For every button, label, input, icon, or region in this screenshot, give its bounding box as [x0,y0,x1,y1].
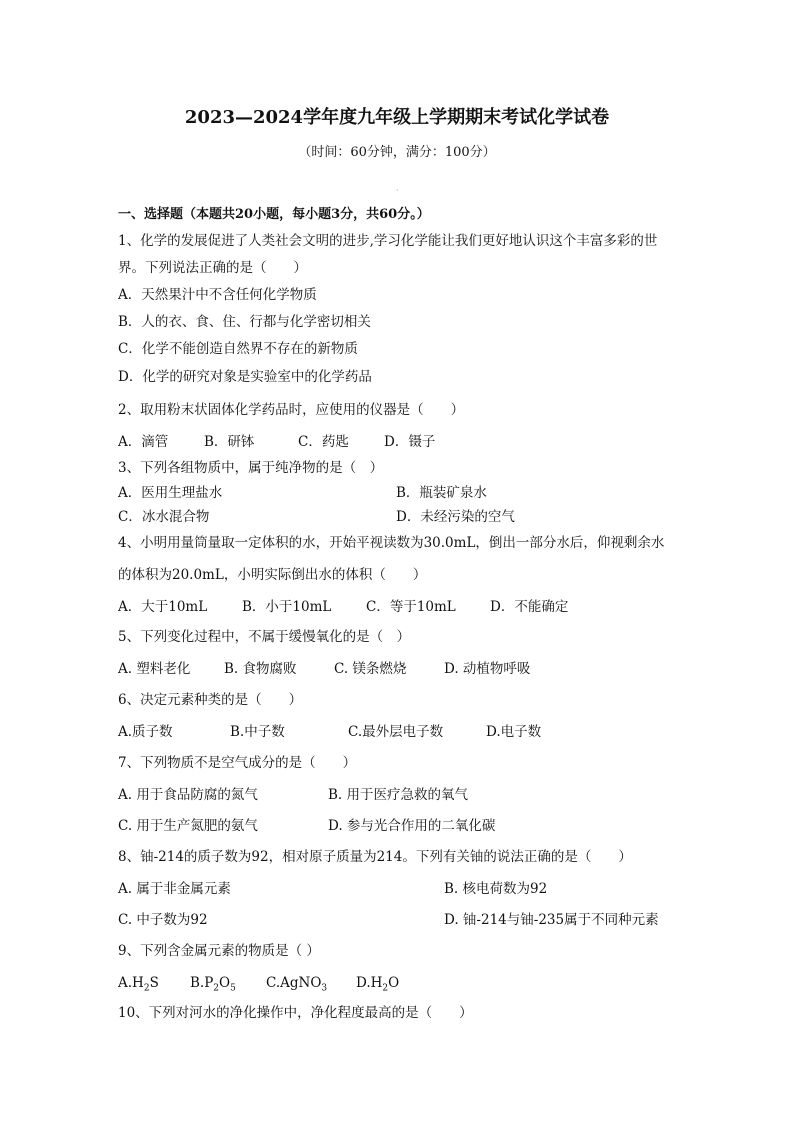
question-6-option-a: A.质子数 [118,724,173,740]
question-6-stem: 6、决定元素种类的是（ ） [118,692,303,708]
question-2-option-d: D．镊子 [384,434,436,450]
question-9-option-c: C.AgNO$_3$ [266,975,328,994]
question-1-stem-line-2: 界。下列说法正确的是（ ） [118,260,307,276]
question-2-option-a: A．滴管 [118,434,169,450]
page-subtitle: （时间：60分钟，满分：100分） [298,145,496,160]
question-8-option-c: C. 中子数为92 [118,912,208,928]
question-8-option-b: B. 核电荷数为92 [444,881,548,897]
question-9-option-d: $D.H_2O$ [356,975,400,994]
question-9-option-a: $A.H_2S$ [118,975,159,994]
question-5-option-c: C. 镁条燃烧 [334,661,407,677]
question-1-option-b: B．人的衣、食、住、行都与化学密切相关 [118,314,371,330]
question-7-option-b: B. 用于医疗急救的氧气 [328,787,469,803]
question-3-option-c: C．冰水混合物 [118,509,210,525]
question-5-stem: 5、下列变化过程中，不属于缓慢氧化的是（ ） [118,629,411,645]
question-1-option-d: D．化学的研究对象是实验室中的化学药品 [118,369,372,385]
section-heading: 一、选择题（本题共20小题，每小题3分，共60分。） [118,207,430,222]
question-3-option-a: A．医用生理盐水 [118,485,223,501]
question-7-option-d: D. 参与光合作用的二氧化碳 [328,818,496,834]
question-4-option-b: B．小于10mL [242,599,332,615]
question-6-option-b: B.中子数 [230,724,285,740]
question-5-option-d: D. 动植物呼吸 [444,661,531,677]
question-4-stem-line-1: 4、小明用量筒量取一定体积的水，开始平视读数为30.0mL，倒出一部分水后，仰视剩余水 [118,535,665,551]
question-4-option-a: A．大于10mL [118,599,208,615]
question-6-option-d: D.电子数 [486,724,542,740]
question-8-option-a: A. 属于非金属元素 [118,881,231,897]
question-6-option-c: C.最外层电子数 [348,724,444,740]
question-10-stem: 10、下列对河水的净化操作中，净化程度最高的是（ ） [118,1005,473,1021]
question-9-stem: 9、下列含金属元素的物质是（ ） [118,943,320,959]
question-5-option-b: B. 食物腐败 [224,661,297,677]
question-7-option-a: A. 用于食品防腐的氮气 [118,787,258,803]
question-7-stem: 7、下列物质不是空气成分的是（ ） [118,755,357,771]
question-2-stem: 2、取用粉末状固体化学药品时，应使用的仪器是（ ） [118,402,465,418]
question-4-option-c: C．等于10mL [366,599,456,615]
question-1-stem-line-1: 1、化学的发展促进了人类社会文明的进步,学习化学能让我们更好地认识这个丰富多彩的世 [118,233,658,249]
question-9-option-b: $B.P_2O_5$ [190,975,236,994]
question-1-option-c: C．化学不能创造自然界不存在的新物质 [118,341,358,357]
question-2-option-b: B．研钵 [204,434,255,450]
question-8-option-d: D. 铀-214与铀-235属于不同种元素 [444,912,659,928]
page-title: 2023—2024学年度九年级上学期期末考试化学试卷 [184,107,610,128]
question-8-stem: 8、铀-214的质子数为92，相对原子质量为214。下列有关铀的说法正确的是（ ） [118,849,632,865]
stray-mark: · [396,186,399,195]
question-5-option-a: A. 塑料老化 [118,661,191,677]
question-3-option-d: D．未经污染的空气 [396,509,515,525]
question-2-option-c: C．药匙 [298,434,349,450]
question-7-option-c: C. 用于生产氮肥的氨气 [118,818,258,834]
question-4-stem-line-2: 的体积为20.0mL，小明实际倒出水的体积（ ） [118,567,427,583]
question-4-option-d: D．不能确定 [490,599,569,615]
question-3-option-b: B．瓶装矿泉水 [396,485,487,501]
question-1-option-a: A．天然果汁中不含任何化学物质 [118,287,317,303]
question-3-stem: 3、下列各组物质中，属于纯净物的是（ ） [118,460,384,476]
